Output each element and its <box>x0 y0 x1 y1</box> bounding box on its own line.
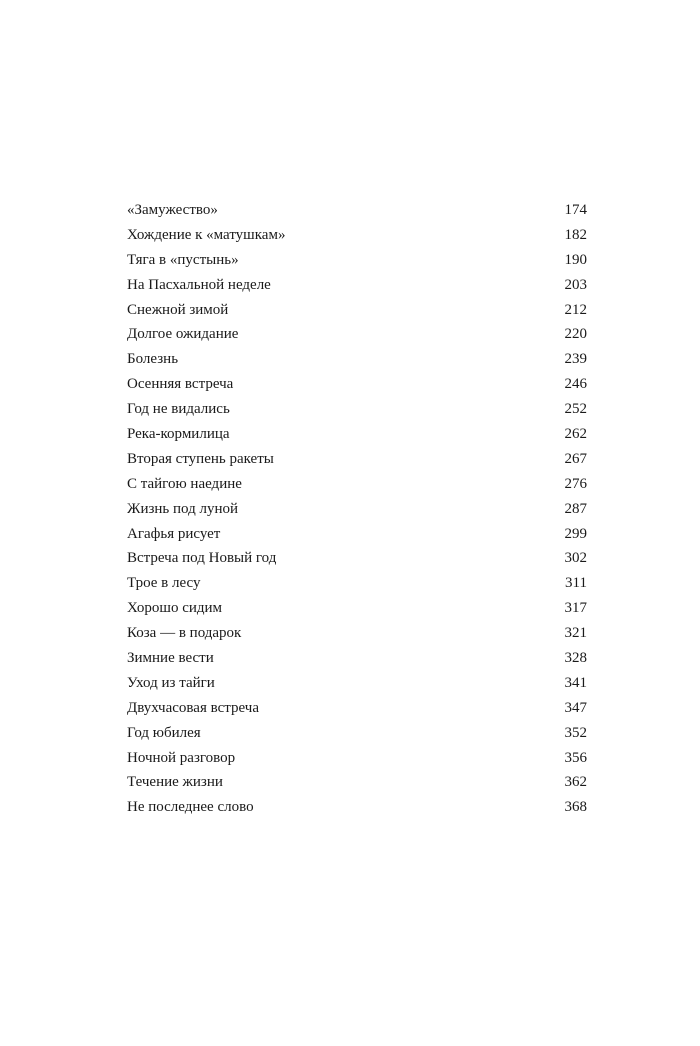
toc-entry-title: Вторая ступень ракеты <box>127 447 278 472</box>
toc-entry-title: Болезнь <box>127 347 182 372</box>
toc-entry <box>127 248 587 273</box>
toc-entry-page-number: 368 <box>551 795 587 820</box>
toc-entry-page-number: 212 <box>551 298 587 323</box>
toc-entry <box>127 422 587 447</box>
toc-entry <box>127 696 587 721</box>
toc-entry-title: Зимние вести <box>127 646 218 671</box>
toc-entry <box>127 795 587 820</box>
toc-entry-title: С тайгою наедине <box>127 472 246 497</box>
toc-entry <box>127 223 587 248</box>
toc-entry-page-number: 299 <box>551 522 587 547</box>
toc-entry <box>127 472 587 497</box>
toc-entry-title: Не последнее слово <box>127 795 258 820</box>
toc-entry-page-number: 190 <box>551 248 587 273</box>
toc-entry <box>127 347 587 372</box>
toc-entry-title: Год не видались <box>127 397 234 422</box>
toc-entry-page-number: 352 <box>551 721 587 746</box>
toc-entry-title: Течение жизни <box>127 770 227 795</box>
toc-entry-title: Долгое ожидание <box>127 322 242 347</box>
toc-entry-page-number: 246 <box>551 372 587 397</box>
toc-entry-title: Жизнь под луной <box>127 497 242 522</box>
toc-entry-title: Тяга в «пустынь» <box>127 248 243 273</box>
toc-entry-title: Осенняя встреча <box>127 372 237 397</box>
toc-entry-title: Хождение к «матушкам» <box>127 223 289 248</box>
toc-entry-page-number: 341 <box>551 671 587 696</box>
toc-entry-page-number: 362 <box>551 770 587 795</box>
toc-entry <box>127 298 587 323</box>
toc-entry <box>127 671 587 696</box>
toc-entry-title: Снежной зимой <box>127 298 232 323</box>
table-of-contents <box>127 198 587 820</box>
toc-entry-page-number: 311 <box>551 571 587 596</box>
toc-entry <box>127 571 587 596</box>
toc-entry <box>127 198 587 223</box>
toc-entry <box>127 646 587 671</box>
toc-entry-page-number: 302 <box>551 546 587 571</box>
toc-entry-title: «Замужество» <box>127 198 222 223</box>
toc-entry-page-number: 239 <box>551 347 587 372</box>
toc-entry <box>127 746 587 771</box>
toc-entry-title: Агафья рисует <box>127 522 224 547</box>
toc-entry <box>127 322 587 347</box>
toc-entry-page-number: 287 <box>551 497 587 522</box>
toc-entry <box>127 621 587 646</box>
toc-entry-title: Год юбилея <box>127 721 205 746</box>
toc-entry <box>127 397 587 422</box>
toc-entry-page-number: 328 <box>551 646 587 671</box>
toc-entry <box>127 596 587 621</box>
toc-entry <box>127 721 587 746</box>
toc-entry-page-number: 317 <box>551 596 587 621</box>
toc-entry-page-number: 262 <box>551 422 587 447</box>
toc-entry-title: Уход из тайги <box>127 671 219 696</box>
toc-entry <box>127 522 587 547</box>
toc-entry <box>127 273 587 298</box>
toc-entry-page-number: 347 <box>551 696 587 721</box>
toc-entry-page-number: 252 <box>551 397 587 422</box>
toc-entry-title: Ночной разговор <box>127 746 239 771</box>
toc-entry-page-number: 182 <box>551 223 587 248</box>
toc-entry-title: Хорошо сидим <box>127 596 226 621</box>
toc-entry-title: Коза — в подарок <box>127 621 245 646</box>
toc-entry <box>127 546 587 571</box>
toc-entry-page-number: 276 <box>551 472 587 497</box>
toc-entry-title: Двухчасовая встреча <box>127 696 263 721</box>
toc-entry-title: Трое в лесу <box>127 571 205 596</box>
toc-entry-page-number: 174 <box>551 198 587 223</box>
toc-entry-page-number: 356 <box>551 746 587 771</box>
toc-entry <box>127 372 587 397</box>
toc-entry-page-number: 321 <box>551 621 587 646</box>
toc-entry-title: Река-кормилица <box>127 422 234 447</box>
toc-entry <box>127 497 587 522</box>
toc-entry-page-number: 203 <box>551 273 587 298</box>
toc-entry-page-number: 267 <box>551 447 587 472</box>
toc-entry-title: На Пасхальной неделе <box>127 273 275 298</box>
toc-entry-title: Встреча под Новый год <box>127 546 280 571</box>
toc-entry <box>127 770 587 795</box>
toc-entry-page-number: 220 <box>551 322 587 347</box>
toc-entry <box>127 447 587 472</box>
